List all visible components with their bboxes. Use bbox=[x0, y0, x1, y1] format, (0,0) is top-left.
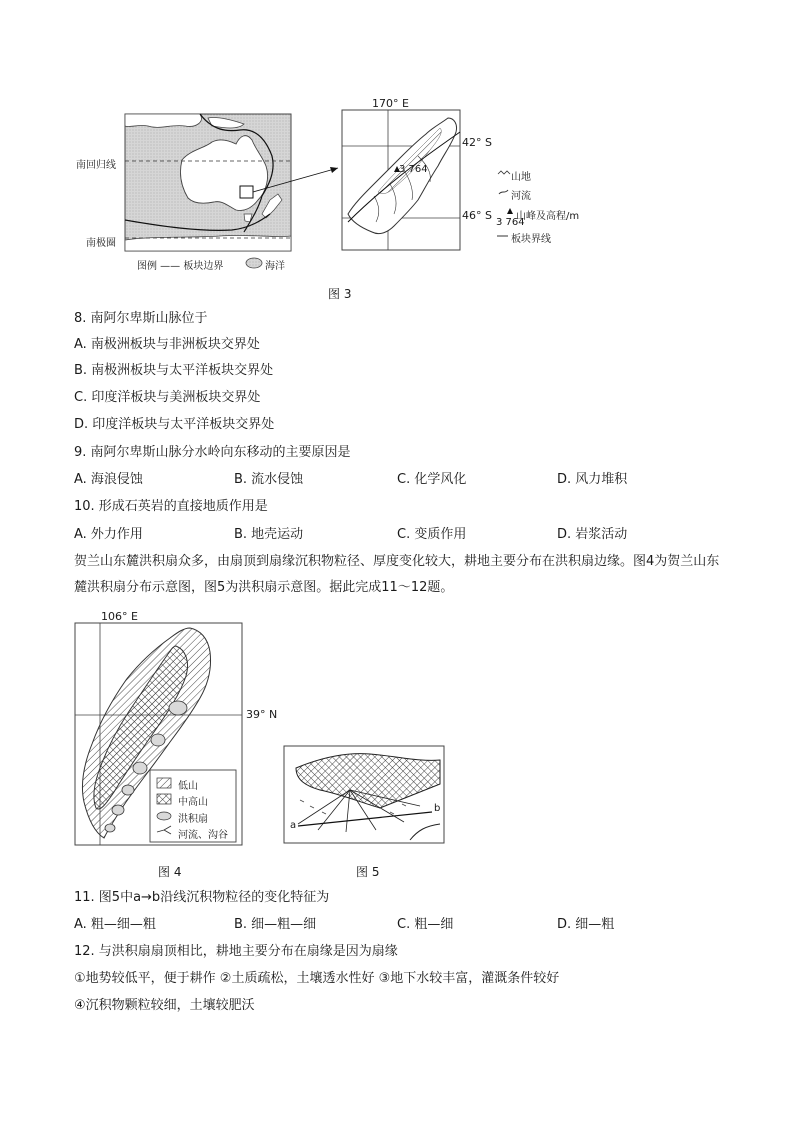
q10-stem: 10. 形成石英岩的直接地质作用是 bbox=[74, 499, 268, 514]
fig4-legend-high-mountain: 中高山 bbox=[178, 797, 208, 808]
q12-stem: 12. 与洪积扇扇顶相比，耕地主要分布在扇缘是因为扇缘 bbox=[74, 944, 398, 959]
q9-option-d: D. 风力堆积 bbox=[557, 472, 628, 487]
q10-option-c: C. 变质作用 bbox=[397, 527, 467, 542]
fig3-legend-ocean: 海洋 bbox=[265, 261, 285, 272]
fig3-lat-label-2: 46° S bbox=[462, 209, 492, 222]
q9-option-a: A. 海浪侵蚀 bbox=[74, 472, 143, 487]
fig5-point-a: a bbox=[290, 820, 297, 831]
q11-option-d: D. 细—粗 bbox=[557, 917, 615, 932]
q8-option-b: B. 南极洲板块与太平洋板块交界处 bbox=[74, 363, 274, 378]
q8-option-a: A. 南极洲板块与非洲板块交界处 bbox=[74, 337, 260, 352]
q10-option-b: B. 地壳运动 bbox=[234, 527, 304, 542]
fig4-lon-label: 106° E bbox=[101, 610, 138, 623]
fig4-legend-river: 河流、沟谷 bbox=[178, 830, 228, 841]
fig3-lat-label-1: 42° S bbox=[462, 136, 492, 149]
q8-option-d: D. 印度洋板块与太平洋板块交界处 bbox=[74, 417, 275, 432]
q11-option-c: C. 粗—细 bbox=[397, 917, 454, 932]
legend-plate: 板块界线 bbox=[511, 234, 551, 245]
q9-option-b: B. 流水侵蚀 bbox=[234, 472, 304, 487]
intro-paragraph: 贺兰山东麓洪积扇众多，由扇顶到扇缘沉积物粒径、厚度变化较大，耕地主要分布在洪积扇边缘。图4为贺兰山东麓洪积扇分布示意图，图5为洪积扇示意图。据此完成11～12题。 bbox=[74, 554, 720, 595]
fig3-legend-boundary: 图例 —— 板块边界 bbox=[137, 261, 224, 272]
q10-option-d: D. 岩浆活动 bbox=[557, 527, 628, 542]
q11-option-b: B. 细—粗—细 bbox=[234, 917, 317, 932]
fig5-caption: 图 5 bbox=[356, 865, 380, 879]
q8-stem: 8. 南阿尔卑斯山脉位于 bbox=[74, 311, 208, 326]
legend-river: 河流 bbox=[511, 191, 531, 202]
fig3-caption: 图 3 bbox=[328, 287, 352, 301]
legend-peak-value: 3 764 bbox=[496, 217, 525, 228]
fig4-lat-label: 39° N bbox=[246, 708, 278, 721]
q10-option-a: A. 外力作用 bbox=[74, 527, 143, 542]
q12-choices-line-2: ④沉积物颗粒较细，土壤较肥沃 bbox=[74, 998, 255, 1013]
fig3-lon-label: 170° E bbox=[372, 97, 409, 110]
q9-option-c: C. 化学风化 bbox=[397, 472, 467, 487]
tropic-label: 南回归线 bbox=[76, 160, 116, 171]
legend-mountain: 山地 bbox=[511, 172, 531, 183]
legend-peak: 山峰及高程/m bbox=[516, 211, 580, 222]
q11-stem: 11. 图5中a→b沿线沉积物粒径的变化特征为 bbox=[74, 890, 330, 905]
q11-option-a: A. 粗—细—粗 bbox=[74, 917, 156, 932]
polar-label: 南极圈 bbox=[86, 238, 116, 249]
q12-choices-line-1: ①地势较低平，便于耕作 ②土质疏松，土壤透水性好 ③地下水较丰富，灌溉条件较好 bbox=[74, 971, 560, 986]
fig3-peak-value: 3 764 bbox=[399, 164, 428, 175]
q8-option-c: C. 印度洋板块与美洲板块交界处 bbox=[74, 390, 261, 405]
q9-stem: 9. 南阿尔卑斯山脉分水岭向东移动的主要原因是 bbox=[74, 445, 351, 460]
fig4-caption: 图 4 bbox=[158, 865, 182, 879]
fig5-point-b: b bbox=[434, 803, 441, 814]
fig4-legend-fan: 洪积扇 bbox=[178, 814, 208, 825]
fig4-legend-low-mountain: 低山 bbox=[178, 781, 198, 792]
